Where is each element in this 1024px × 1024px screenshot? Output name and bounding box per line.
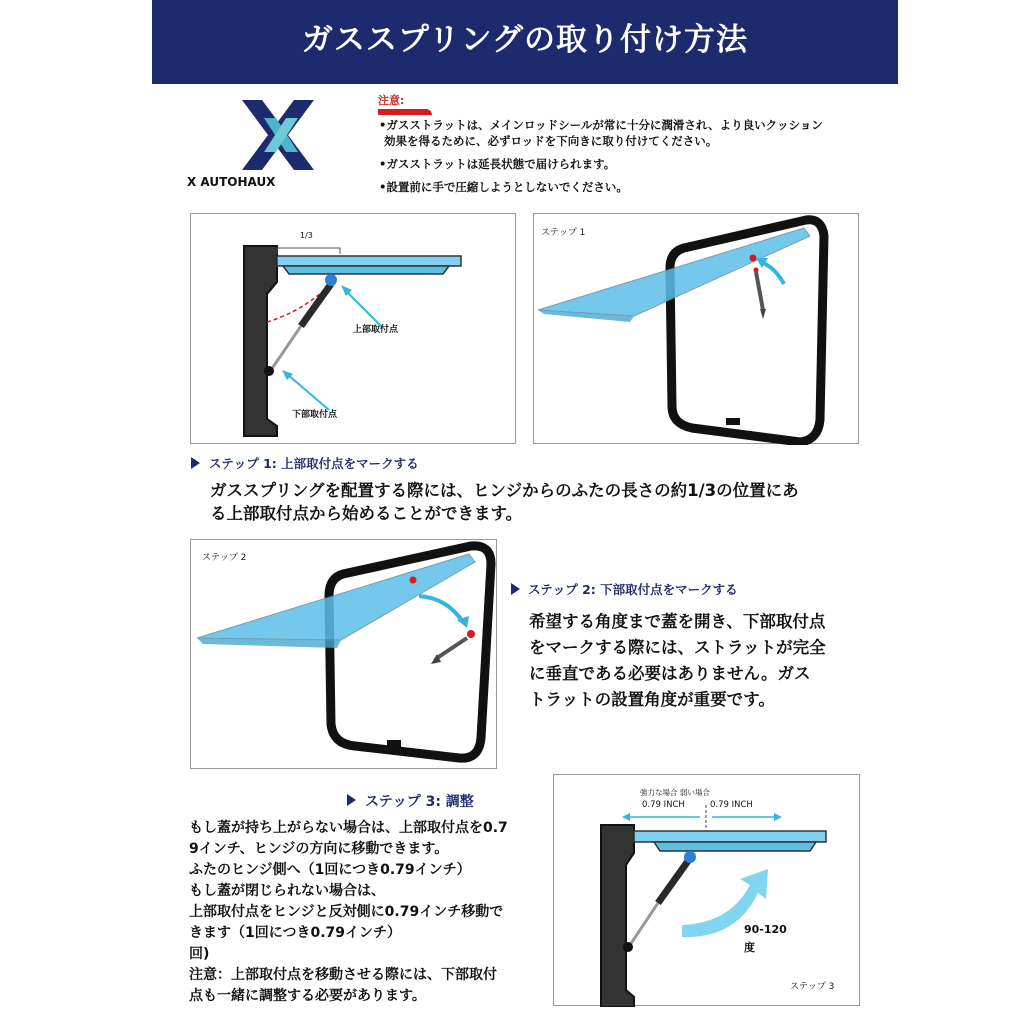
- notice-item: •ガスストラットは、メインロッドシールが常に十分に潤滑され、より良いクッション: [379, 118, 823, 132]
- step3-text-line: 点も一緒に調整する必要があります。: [189, 988, 426, 1004]
- notice-item: •設置前に手で圧縮しようとしないでください。: [379, 180, 628, 194]
- bullet-arrow-icon: [347, 794, 356, 806]
- step3-text-line: もし蓋が持ち上がらない場合は、上部取付点を0.7: [189, 820, 508, 836]
- step3-text-line: 上部取付点をヒンジと反対側に0.79インチ移動で: [189, 904, 504, 920]
- step3-text-line: 回): [189, 946, 210, 962]
- step1-text-line: ガススプリングを配置する際には、ヒンジからのふたの長さの約1/3の位置にあ: [210, 481, 799, 500]
- step2-heading: ステップ 2: 下部取付点をマークする: [528, 582, 738, 597]
- step3-heading: ステップ 3: 調整: [365, 794, 474, 810]
- step2-illustration-frame: [190, 539, 497, 769]
- step3-text-line: 注意：上部取付点を移動させる際には、下部取付: [189, 967, 497, 983]
- step2-text-line: トラットの設置角度が重要です。: [529, 690, 775, 709]
- notice-underline: [378, 109, 432, 115]
- step1-illustration-frame: [533, 213, 859, 444]
- step2-text-line: に垂直である必要はありません。ガス: [529, 664, 811, 683]
- angle-value-label: 90-120: [744, 923, 787, 936]
- step2-text-line: 希望する角度まで蓋を開き、下部取付点: [529, 612, 826, 631]
- mounting-diagram-frame: [190, 213, 516, 444]
- step3-text-line: もし蓋が閉じられない場合は、: [189, 883, 385, 899]
- step1-heading: ステップ 1: 上部取付点をマークする: [209, 456, 419, 471]
- one-third-label: 1/3: [300, 231, 313, 240]
- page-title: ガススプリングの取り付け方法: [301, 22, 749, 58]
- step3-text-line: 9インチ、ヒンジの方向に移動できます。: [189, 841, 449, 857]
- step3-frame-label: ステップ 3: [790, 982, 835, 992]
- strong-weak-label: 強力な場合 弱い場合: [640, 788, 710, 797]
- step3-text-line: ふたのヒンジ側へ（1回につき0.79インチ）: [189, 862, 471, 878]
- step3-diagram-frame: [553, 774, 860, 1006]
- upper-mount-label: 上部取付点: [353, 325, 399, 335]
- step2-text-line: をマークする際には、ストラットが完全: [529, 638, 826, 657]
- step1-frame-label: ステップ 1: [541, 228, 586, 238]
- notice-title: 注意:: [378, 94, 405, 107]
- step1-text-line: る上部取付点から始めることができます。: [210, 504, 523, 523]
- step3-text-line: きます（1回につき0.79インチ）: [189, 925, 402, 941]
- notice-item: 効果を得るために、必ずロッドを下向きに取り付けてください。: [384, 134, 718, 148]
- left-measure-label: 0.79 INCH: [642, 800, 685, 810]
- lower-mount-label: 下部取付点: [292, 410, 338, 420]
- right-measure-label: 0.79 INCH: [710, 800, 753, 810]
- brand-name: X AUTOHAUX: [187, 175, 276, 189]
- bullet-arrow-icon: [191, 457, 200, 469]
- angle-unit-label: 度: [744, 941, 755, 954]
- bullet-arrow-icon: [511, 583, 520, 595]
- notice-block: [378, 92, 432, 115]
- step2-frame-label: ステップ 2: [202, 553, 247, 563]
- x-autohaux-logo: [242, 100, 314, 170]
- notice-item: •ガスストラットは延長状態で届けられます。: [379, 157, 616, 171]
